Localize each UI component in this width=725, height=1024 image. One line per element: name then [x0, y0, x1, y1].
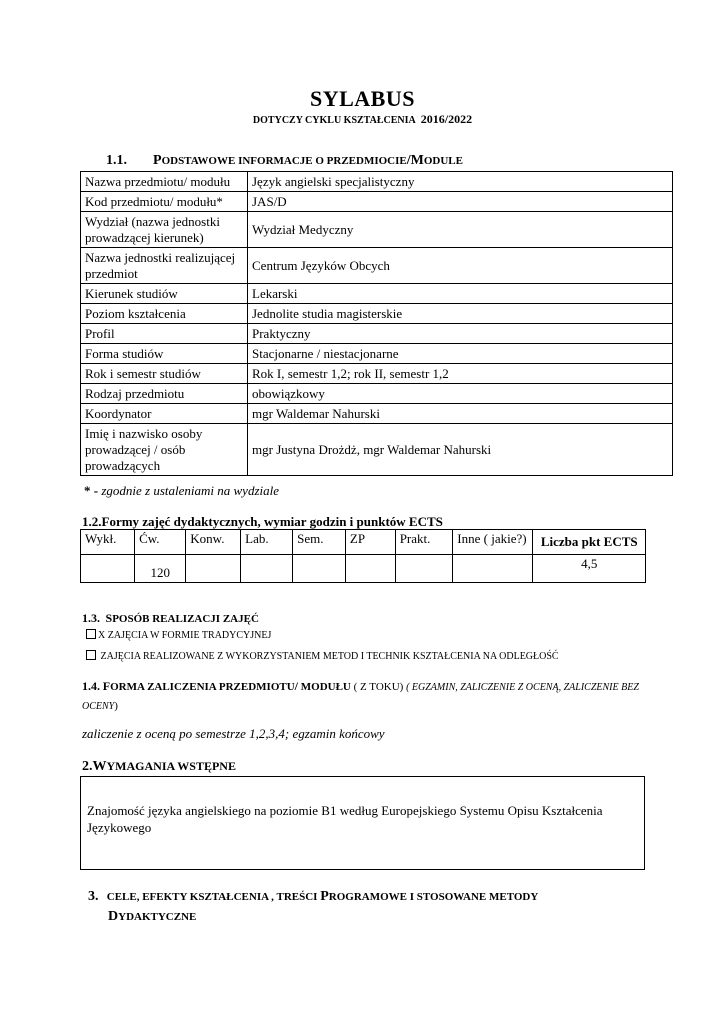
footnote: [84, 483, 279, 499]
option-mark: X: [98, 630, 106, 641]
info-value: Lekarski: [248, 284, 673, 304]
heading-part1: CELE, EFEKTY KSZTAŁCENIA , TREŚCI: [106, 891, 321, 903]
assessment-options: ( EGZAMIN, ZALICZENIE Z OCENĄ, ZALICZENIE BEZ OCENY: [82, 682, 639, 712]
heading-initial: P: [153, 153, 162, 168]
heading-paren: ( Z TOKU): [350, 681, 407, 693]
info-value: JAS/D: [248, 192, 673, 212]
subtitle-text: DOTYCZY CYKLU KSZTAŁCENIA: [252, 115, 416, 126]
forms-value-cell: [241, 555, 293, 583]
info-row: [81, 284, 673, 304]
forms-header-cell: Liczba pkt ECTS: [533, 530, 646, 555]
heading-close: ): [114, 700, 118, 712]
heading-rest: YMAGANIA WSTĘPNE: [106, 759, 236, 773]
section-number: 1.3.: [82, 611, 100, 625]
info-row: [81, 248, 673, 284]
cycle-years: 2016/2022: [420, 112, 473, 126]
heading-part2: ROGRAMOWE I STOSOWANE METODY: [328, 891, 539, 903]
heading-initial-p: P: [320, 889, 329, 904]
heading-rest: ORMA ZALICZENIA PRZEDMIOTU: [110, 681, 295, 693]
info-row: [81, 384, 673, 404]
forms-header-cell: Sem.: [293, 530, 346, 555]
info-row: [81, 212, 673, 248]
heading-initial: S: [105, 611, 113, 625]
heading-initial-m: M: [410, 153, 424, 168]
footnote-text: zgodnie z ustaleniami na wydziale: [98, 483, 280, 498]
info-row: [81, 344, 673, 364]
heading-modul: MODUŁU: [298, 681, 351, 693]
document-title: SYLABUS: [310, 86, 415, 111]
info-row: [81, 172, 673, 192]
info-row: [81, 192, 673, 212]
class-forms-table: [80, 529, 646, 583]
forms-header-cell: Wykł.: [81, 530, 135, 555]
option-traditional[interactable]: [86, 629, 271, 641]
info-value: Język angielski specjalistyczny: [248, 172, 673, 192]
forms-header-cell: Ćw.: [135, 530, 186, 555]
forms-value-cell: [345, 555, 395, 583]
section-number: 2.: [82, 759, 93, 774]
document-subtitle: [0, 112, 725, 127]
info-label: Imię i nazwisko osoby prowadzącej / osób prowadzących: [81, 424, 248, 476]
forms-value-cell: [293, 555, 346, 583]
forms-value-cell: 120: [135, 555, 186, 583]
info-label: Kod przedmiotu/ modułu*: [81, 192, 248, 212]
info-label: Forma studiów: [81, 344, 248, 364]
section-3-line2: [88, 907, 538, 927]
info-label: Rok i semestr studiów: [81, 364, 248, 384]
forms-value-cell: [395, 555, 453, 583]
info-value: obowiązkowy: [248, 384, 673, 404]
info-value: Praktyczny: [248, 324, 673, 344]
info-value: Rok I, semestr 1,2; rok II, semestr 1,2: [248, 364, 673, 384]
info-value: Wydział Medyczny: [248, 212, 673, 248]
section-1-4-heading: [82, 677, 642, 716]
forms-value-cell: [81, 555, 135, 583]
info-label: Wydział (nazwa jednostki prowadzącej kierunek): [81, 212, 248, 248]
heading-separator: /: [294, 679, 299, 693]
basic-info-table: [80, 171, 673, 476]
info-label: Rodzaj przedmiotu: [81, 384, 248, 404]
forms-header-cell: Inne ( jakie?): [453, 530, 533, 555]
info-row: [81, 364, 673, 384]
heading-separator: /: [406, 153, 411, 168]
info-value: mgr Justyna Drożdż, mgr Waldemar Nahurski: [248, 424, 673, 476]
info-label: Profil: [81, 324, 248, 344]
heading-rest: ODSTAWOWE INFORMACJE O PRZEDMIOCIE: [161, 155, 407, 167]
section-number: 1.4.: [82, 679, 100, 693]
section-2-heading: [82, 759, 236, 775]
checkbox-traditional[interactable]: [86, 629, 96, 639]
option-remote[interactable]: [86, 650, 559, 662]
info-row: [81, 304, 673, 324]
section-1-2-heading: 1.2.Formy zajęć dydaktycznych, wymiar godzin i punktów ECTS: [82, 514, 443, 529]
forms-value-cell: [186, 555, 241, 583]
forms-value-cell: 4,5: [533, 555, 646, 583]
checkbox-remote[interactable]: [86, 650, 96, 660]
option-remote-label: ZAJĘCIA REALIZOWANE Z WYKORZYSTANIEM METOD I TECHNIK KSZTAŁCENIA NA ODLEGŁOŚĆ: [100, 651, 559, 662]
info-value: Stacjonarne / niestacjonarne: [248, 344, 673, 364]
prerequisites-box: [80, 776, 645, 870]
forms-header-cell: Prakt.: [395, 530, 453, 555]
section-1-1-heading: [106, 153, 463, 169]
forms-value-cell: [453, 555, 533, 583]
info-value: mgr Waldemar Nahurski: [248, 404, 673, 424]
heading-initial-d: D: [108, 909, 119, 924]
prerequisites-text: Znajomość języka angielskiego na poziomie B1 według Europejskiego Systemu Opisu Kształcenia Językowego: [87, 803, 603, 835]
forms-values-row: [81, 555, 646, 583]
section-number: 3.: [88, 889, 99, 904]
heading-initial: F: [102, 679, 111, 693]
footnote-star: * -: [84, 483, 99, 498]
info-value: Jednolite studia magisterskie: [248, 304, 673, 324]
info-row: [81, 424, 673, 476]
heading-rest: POSÓB REALIZACJI ZAJĘĆ: [112, 613, 259, 625]
info-label: Nazwa jednostki realizującej przedmiot: [81, 248, 248, 284]
info-label: Kierunek studiów: [81, 284, 248, 304]
info-row: [81, 324, 673, 344]
forms-header-row: [81, 530, 646, 555]
info-row: [81, 404, 673, 424]
info-value: Centrum Języków Obcych: [248, 248, 673, 284]
assessment-criteria: zaliczenie z oceną po semestrze 1,2,3,4; egzamin końcowy: [82, 726, 385, 741]
section-1-3-heading: [82, 611, 259, 626]
option-traditional-label: ZAJĘCIA W FORMIE TRADYCYJNEJ: [107, 630, 272, 641]
info-label: Poziom kształcenia: [81, 304, 248, 324]
section-3-heading: [88, 887, 538, 927]
heading-initial: W: [92, 759, 107, 774]
heading-part3: YDAKTYCZNE: [118, 911, 197, 923]
forms-header-cell: Konw.: [186, 530, 241, 555]
forms-header-cell: ZP: [345, 530, 395, 555]
info-label: Nazwa przedmiotu/ modułu: [81, 172, 248, 192]
forms-header-cell: Lab.: [241, 530, 293, 555]
info-label: Koordynator: [81, 404, 248, 424]
section-3-line1: [88, 887, 538, 907]
section-number: 1.1.: [106, 153, 127, 168]
heading-end: ODULE: [423, 155, 463, 167]
